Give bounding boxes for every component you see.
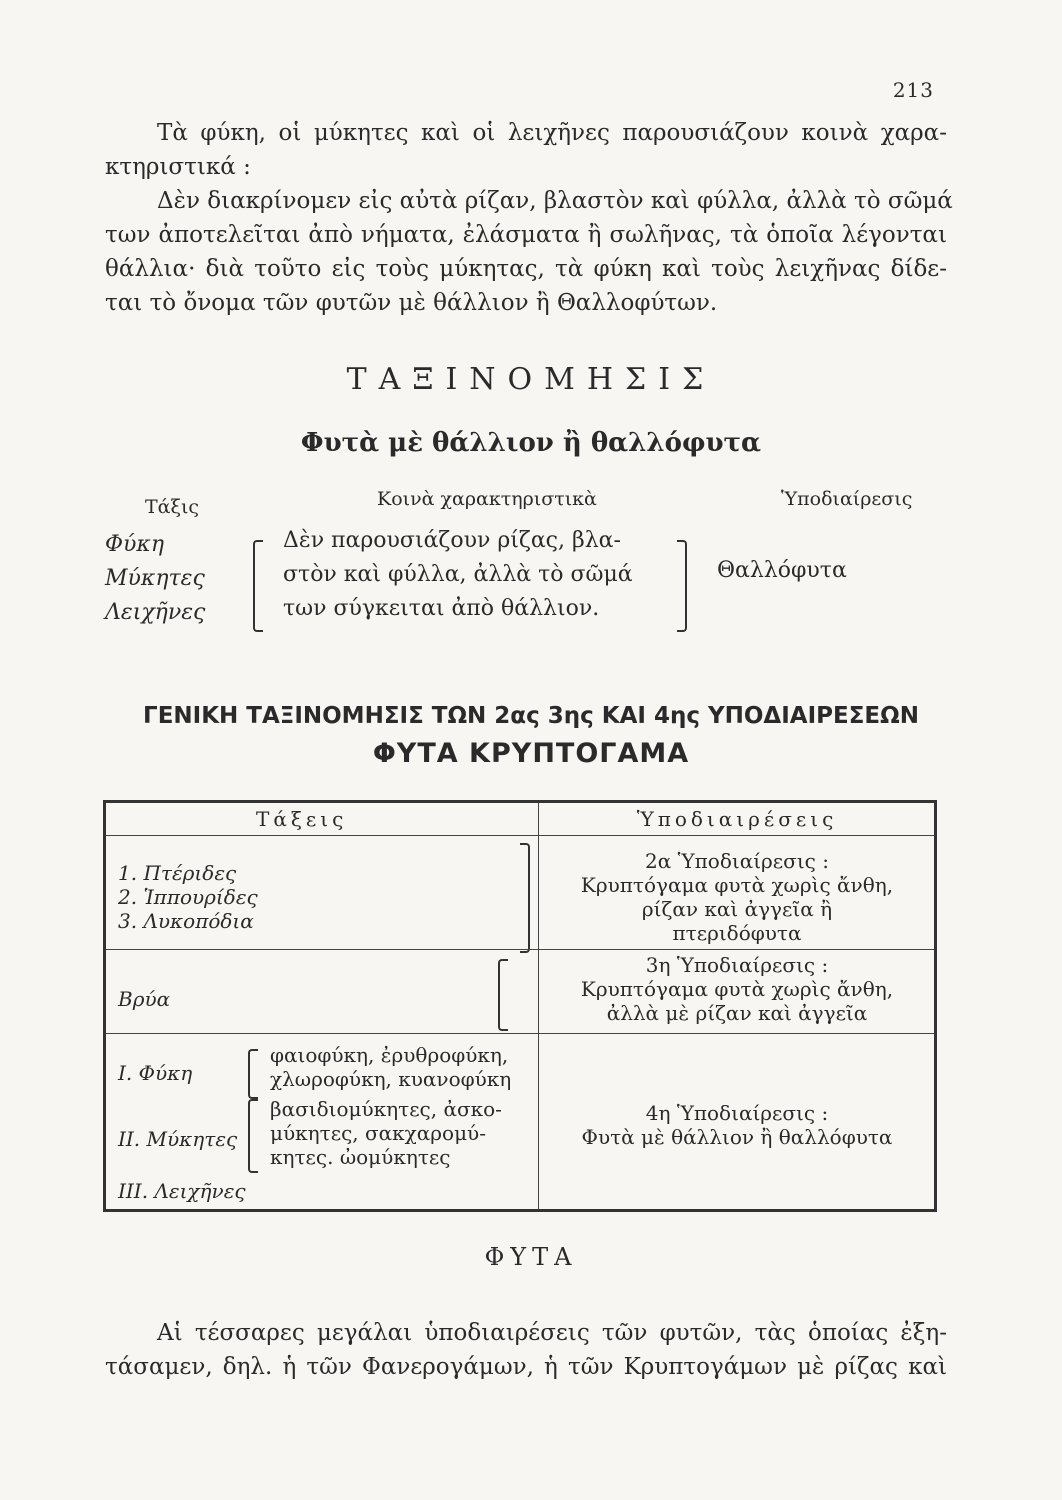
subdivision-2-title: 2α Ὑποδιαίρεσις :: [645, 849, 829, 873]
intro-line: Τὰ φύκη, οἱ μύκητες καὶ οἱ λειχῆνες παρουσιάζουν κοινὰ χαρα-: [157, 120, 947, 146]
phyki-brace: [248, 1049, 258, 1099]
outro-line: τάσαμεν, δηλ. ἡ τῶν Φανερογάμων, ἡ τῶν Κρυπτογάμων μὲ ρίζας καὶ: [105, 1354, 947, 1380]
intro-paragraph: [105, 116, 953, 320]
right-brace: [677, 540, 687, 632]
heading-classification: ΤΑΞΙΝΟΜΗΣΙΣ: [346, 362, 716, 397]
thallophyta-table: [105, 488, 947, 638]
col-common-label: Κοινὰ χαρακτηριστικὰ: [377, 488, 597, 510]
description-line: των σύγκειται ἀπὸ θάλλιον.: [283, 596, 600, 621]
group2-brace: [498, 959, 508, 1031]
mykites-types: κητες. ὠομύκητες: [270, 1145, 451, 1169]
intro-line: Δὲν διακρίνομεν εἰς αὐτὰ ρίζαν, βλαστὸν καὶ φύλλα, ἀλλὰ τὸ σῶμά: [157, 188, 953, 214]
subdivision-2-line: Κρυπτόγαμα φυτὰ χωρὶς ἄνθη,: [580, 873, 894, 897]
intro-line: κτηριστικά :: [105, 154, 251, 180]
class-phyki: Φύκη: [105, 532, 165, 557]
column-divider: [538, 803, 539, 1209]
outro-line: Αἱ τέσσαρες μεγάλαι ὑποδιαιρέσεις τῶν φυτῶν, τὰς ὁποίας ἐξη-: [157, 1320, 947, 1346]
intro-line: ται τὸ ὄνομα τῶν φυτῶν μὲ θάλλιον ἢ Θαλλοφύτων.: [105, 290, 718, 316]
class-leichines: Λειχῆνες: [105, 600, 206, 625]
heading-general-classification: ΓΕΝΙΚΗ ΤΑΞΙΝΟΜΗΣΙΣ ΤΩΝ 2ας 3ης ΚΑΙ 4ης ΥΠΟΔΙΑΙΡΕΣΕΩΝ: [143, 703, 919, 729]
class-leichines: III. Λειχῆνες: [118, 1179, 246, 1203]
subdivision-2-line: ρίζαν καὶ ἀγγεῖα ἢ: [641, 897, 833, 921]
description-line: Δὲν παρουσιάζουν ρίζας, βλα-: [283, 528, 621, 553]
header-subdivisions: Ὑποδιαιρέσεις: [636, 807, 838, 831]
left-brace: [253, 540, 263, 632]
class-vrya: Βρύα: [118, 987, 171, 1011]
class-pterides: 1. Πτέριδες: [118, 861, 237, 885]
phyki-types: χλωροφύκη, κυανοφύκη: [270, 1067, 512, 1091]
header-rule: [106, 835, 934, 836]
class-lykopodia: 3. Λυκοπόδια: [118, 909, 254, 933]
mykites-types: μύκητες, σακχαρομύ-: [270, 1121, 486, 1145]
group-rule: [106, 1033, 934, 1034]
heading-thallophyta: Φυτὰ μὲ θάλλιον ἢ θαλλόφυτα: [300, 428, 762, 458]
subdivision-3-line: Κρυπτόγαμα φυτὰ χωρὶς ἄνθη,: [580, 977, 894, 1001]
class-phyki: I. Φύκη: [118, 1061, 193, 1085]
col-subdivision-label: Ὑποδιαίρεσις: [781, 488, 913, 510]
heading-cryptogama: ΦΥΤΑ ΚΡΥΠΤΟΓΑΜΑ: [372, 738, 690, 769]
phyki-types: φαιοφύκη, ἐρυθροφύκη,: [270, 1043, 509, 1067]
heading-phyta: ΦΥΤΑ: [484, 1243, 578, 1271]
subdivision-4-line: Φυτὰ μὲ θάλλιον ἢ θαλλόφυτα: [581, 1125, 893, 1149]
class-ippourides: 2. Ἱππουρίδες: [118, 885, 258, 909]
mykites-brace: [248, 1099, 258, 1173]
group-rule: [106, 949, 934, 950]
outro-paragraph: [105, 1316, 947, 1384]
group1-brace: [520, 843, 530, 953]
col-classes-label: Τάξις: [145, 496, 200, 518]
description-line: στὸν καὶ φύλλα, ἀλλὰ τὸ σῶμά: [283, 562, 633, 587]
intro-line: των ἀποτελεῖται ἀπὸ νήματα, ἐλάσματα ἢ σωλῆνας, τὰ ὁποῖα λέγονται: [105, 222, 947, 248]
subdivision-2-line: πτεριδόφυτα: [672, 921, 802, 945]
cryptogama-table: [103, 800, 937, 1212]
header-classes: Τάξεις: [256, 807, 348, 831]
subdivision-value: Θαλλόφυτα: [717, 558, 847, 583]
page-number: 213: [892, 78, 934, 102]
subdivision-4-title: 4η Ὑποδιαίρεσις :: [645, 1101, 829, 1125]
subdivision-3-line: ἀλλὰ μὲ ρίζαν καὶ ἀγγεῖα: [606, 1001, 868, 1025]
class-mykites: II. Μύκητες: [118, 1127, 238, 1151]
subdivision-3-title: 3η Ὑποδιαίρεσις :: [645, 953, 829, 977]
mykites-types: βασιδιομύκητες, ἀσκο-: [270, 1097, 502, 1121]
class-mykites: Μύκητες: [105, 566, 205, 591]
intro-line: θάλλια· διὰ τοῦτο εἰς τοὺς μύκητας, τὰ φύκη καὶ τοὺς λειχῆνας δίδε-: [105, 256, 947, 282]
